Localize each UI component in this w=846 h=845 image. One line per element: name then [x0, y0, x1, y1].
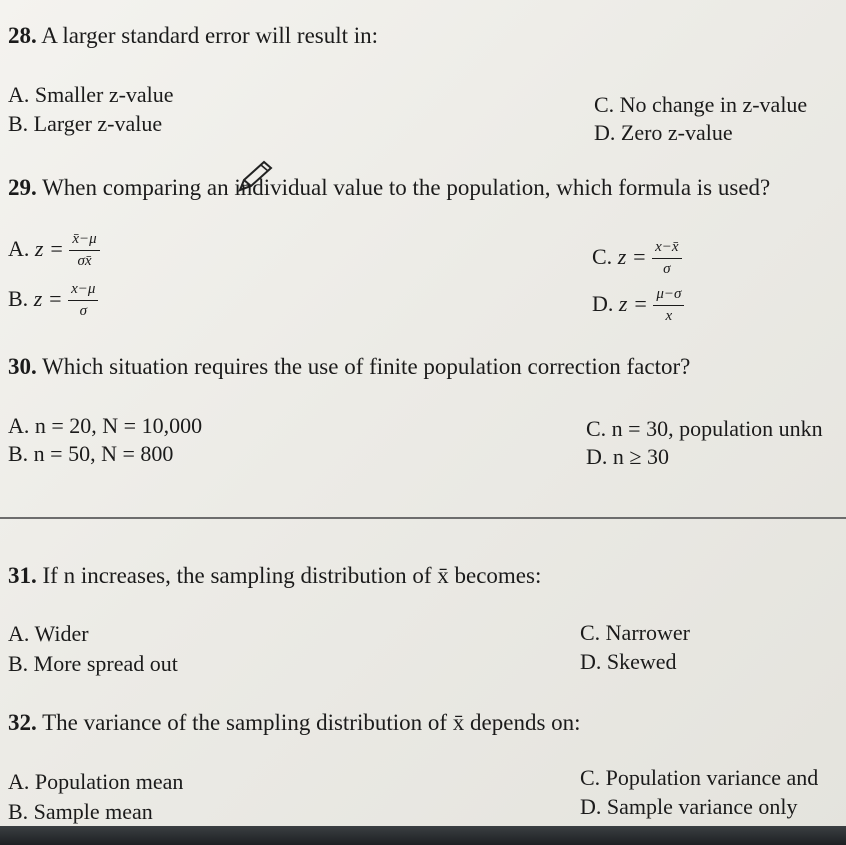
question-28 — [8, 24, 378, 47]
q29-option-c[interactable] — [592, 240, 682, 278]
question-text: A larger standard error will result in: — [41, 23, 379, 48]
q29-option-a[interactable] — [8, 232, 100, 270]
q32-option-b[interactable]: B. Sample mean — [8, 799, 153, 824]
formula-fraction — [653, 287, 684, 325]
formula-lhs: z = — [617, 243, 647, 269]
q30-option-b[interactable]: B. n = 50, N = 800 — [8, 441, 174, 466]
q31-option-d[interactable]: D. Skewed — [580, 649, 677, 674]
monitor-bezel — [0, 826, 846, 845]
q29-option-d[interactable] — [592, 287, 684, 325]
question-number: 31. — [8, 563, 37, 588]
q29-option-b[interactable] — [8, 282, 98, 320]
question-29 — [8, 176, 770, 199]
q32-option-a[interactable]: A. Population mean — [8, 769, 184, 794]
denominator: x — [665, 307, 673, 324]
question-32 — [8, 711, 581, 734]
question-text: The variance of the sampling distribution of x̄ depends on: — [42, 710, 581, 735]
section-divider — [0, 517, 846, 519]
q31-option-a[interactable]: A. Wider — [8, 621, 89, 646]
q31-option-b[interactable]: B. More spread out — [8, 651, 178, 676]
question-number: 32. — [8, 710, 37, 735]
question-number: 29. — [8, 175, 37, 200]
question-text: When comparing an individual value to the population, which formula is used? — [42, 175, 771, 200]
option-label: C. — [592, 243, 613, 269]
q30-option-c[interactable]: C. n = 30, population unkn — [586, 416, 823, 441]
q31-option-c[interactable]: C. Narrower — [580, 620, 690, 645]
q32-option-c[interactable]: C. Population variance and — [580, 765, 819, 790]
formula-lhs: z = — [34, 235, 64, 261]
question-number: 30. — [8, 354, 37, 379]
q32-option-d[interactable]: D. Sample variance only — [580, 794, 798, 819]
q28-option-b[interactable]: B. Larger z-value — [8, 111, 163, 136]
question-text: Which situation requires the use of finite population correction factor? — [42, 354, 691, 379]
formula-lhs: z = — [618, 290, 648, 316]
denominator: σx̄ — [77, 252, 92, 269]
numerator: x−x̄ — [652, 240, 681, 259]
option-label: A. — [8, 235, 30, 261]
question-text: If n increases, the sampling distribution of x̄ becomes: — [42, 563, 542, 588]
denominator: σ — [79, 302, 87, 319]
formula-fraction — [68, 282, 98, 320]
denominator: σ — [663, 260, 671, 277]
question-number: 28. — [8, 23, 37, 48]
q28-option-d[interactable]: D. Zero z-value — [594, 120, 733, 145]
q30-option-a[interactable]: A. n = 20, N = 10,000 — [8, 413, 203, 438]
option-label: D. — [592, 290, 614, 316]
option-label: B. — [8, 285, 29, 311]
q28-option-c[interactable]: C. No change in z-value — [594, 92, 808, 117]
numerator: μ−σ — [653, 287, 684, 306]
numerator: x−μ — [68, 282, 98, 301]
formula-lhs: z = — [33, 285, 63, 311]
question-30 — [8, 355, 690, 378]
q28-option-a[interactable]: A. Smaller z-value — [8, 82, 174, 107]
q30-option-d[interactable]: D. n ≥ 30 — [586, 444, 669, 469]
question-31 — [8, 564, 541, 587]
formula-fraction — [69, 232, 99, 270]
numerator: x̄−μ — [69, 232, 99, 251]
formula-fraction — [652, 240, 681, 278]
